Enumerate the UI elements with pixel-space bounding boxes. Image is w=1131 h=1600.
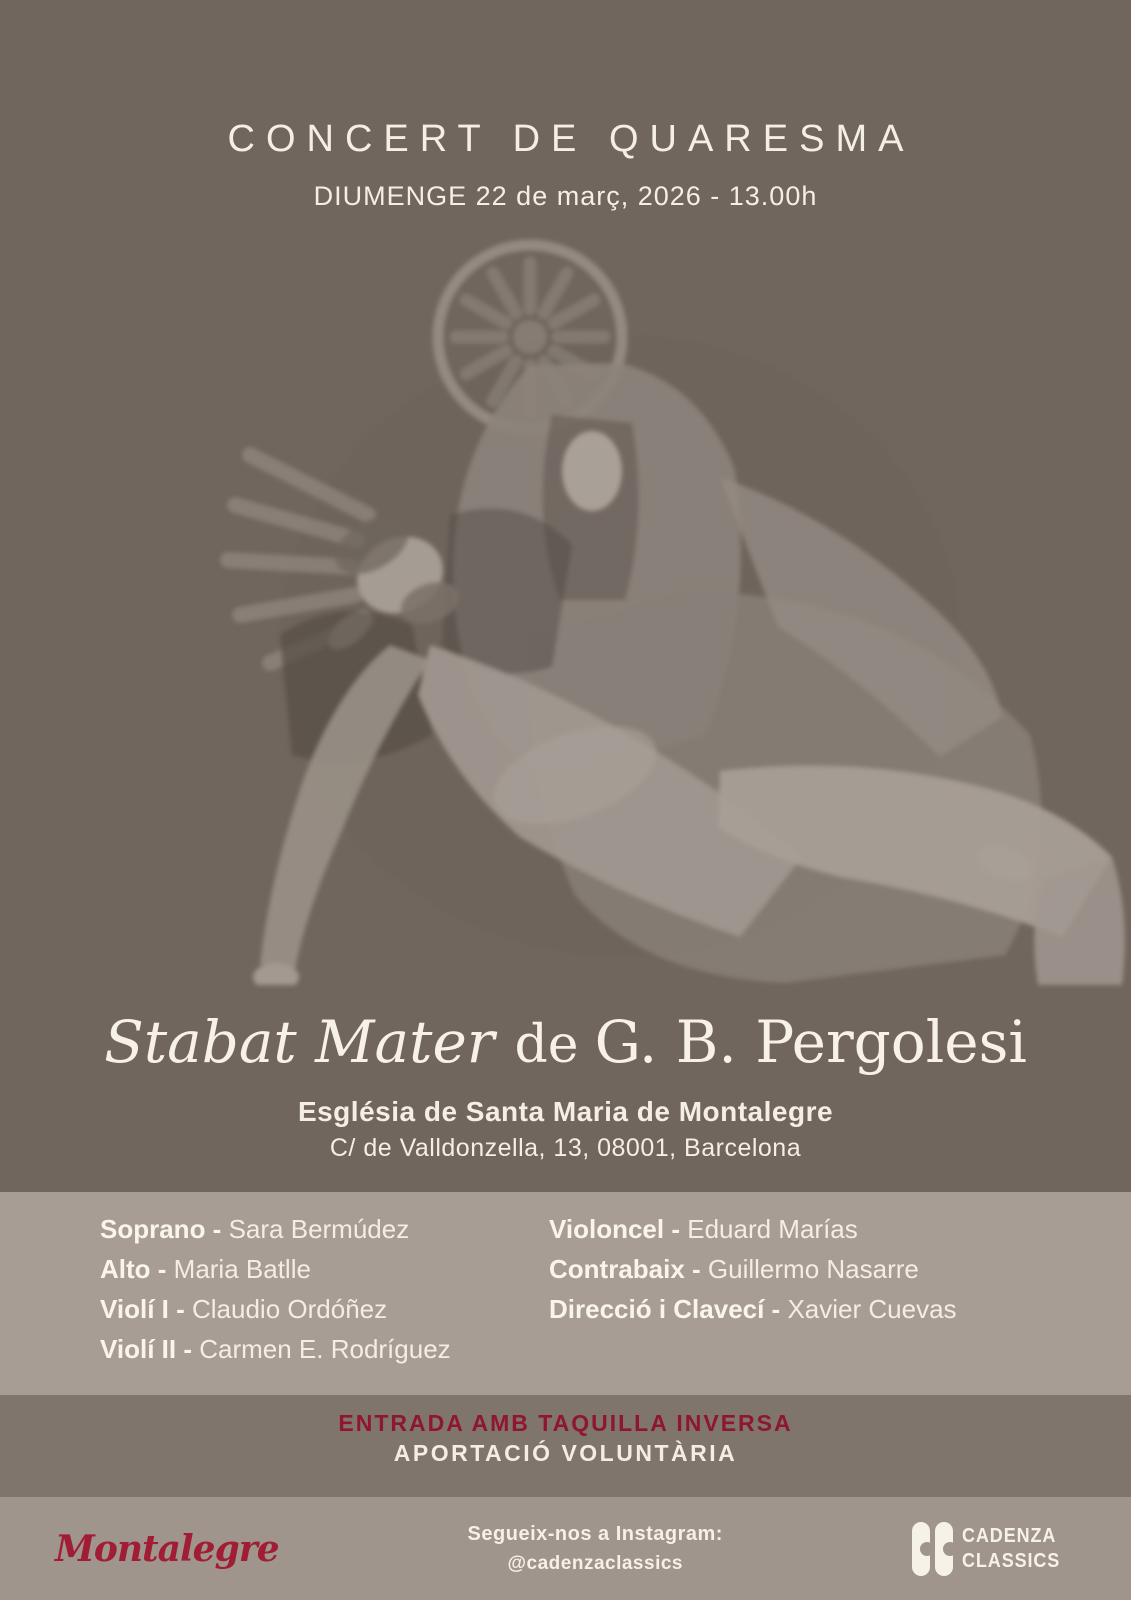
venue-address: C/ de Valldonzella, 13, 08001, Barcelona: [329, 1134, 802, 1162]
performer-row: [549, 1289, 957, 1329]
performer-name: Eduard Marías: [687, 1214, 858, 1244]
performer-name: Xavier Cuevas: [787, 1294, 957, 1324]
performer-row: [100, 1249, 451, 1289]
pieta-statue-drawing: [100, 215, 1131, 985]
pieta-statue-image: [100, 215, 1131, 985]
performers-section: [0, 1192, 1131, 1395]
performer-name: Carmen E. Rodríguez: [199, 1334, 451, 1364]
pill-shape: [912, 1522, 930, 1576]
performer-role: Violí II -: [100, 1334, 192, 1364]
work-title: [0, 1002, 1131, 1085]
performers-column-right: [549, 1209, 957, 1329]
ticketing-line-inversa: ENTRADA AMB TAQUILLA INVERSA: [338, 1410, 793, 1436]
work-title-composer: G. B. Pergolesi: [594, 1008, 1027, 1076]
performer-row: [549, 1209, 957, 1249]
cadenza-word: CADENZA: [961, 1524, 1057, 1547]
work-title-name: Stabat Mater: [104, 1008, 495, 1076]
performer-name: Maria Batlle: [173, 1254, 311, 1284]
performer-row: [100, 1289, 451, 1329]
pill-shape: [935, 1522, 953, 1576]
montalegre-logo: Montalegre: [55, 1527, 279, 1570]
instagram-text: Segueix-nos a Instagram:: [467, 1522, 723, 1545]
performer-name: Sara Bermúdez: [228, 1214, 410, 1244]
performer-role: Soprano -: [100, 1214, 222, 1244]
instagram-callout: [468, 1519, 723, 1579]
ticketing-line-voluntaria: APORTACIÓ VOLUNTÀRIA: [393, 1440, 738, 1466]
classics-word: CLASSICS: [961, 1549, 1061, 1572]
performer-role: Violoncel -: [549, 1214, 680, 1244]
performer-row: [100, 1209, 451, 1249]
double-c-pills-icon: [912, 1522, 953, 1576]
poster-title: CONCERT DE QUARESMA: [227, 118, 915, 160]
instagram-handle: @cadenzaclassics: [507, 1552, 683, 1574]
ticketing-section: [0, 1395, 1131, 1497]
performer-row: [100, 1329, 451, 1369]
cadenza-classics-logo: [912, 1522, 1071, 1576]
venue-name: Església de Santa Maria de Montalegre: [297, 1096, 834, 1127]
performer-name: Guillermo Nasarre: [707, 1254, 919, 1284]
performer-role: Contrabaix -: [549, 1254, 701, 1284]
performer-row: [549, 1249, 957, 1289]
cadenza-logo-text: [962, 1524, 1060, 1574]
performers-column-left: [100, 1209, 451, 1369]
performer-role: Alto -: [100, 1254, 167, 1284]
performer-name: Claudio Ordóñez: [192, 1294, 388, 1324]
work-title-connector: de: [514, 1015, 579, 1075]
performer-role: Violí I -: [100, 1294, 185, 1324]
poster-date: DIUMENGE 22 de març, 2026 - 13.00h: [313, 181, 818, 211]
poster-footer: [0, 1497, 1131, 1600]
performer-role: Direcció i Clavecí -: [549, 1294, 781, 1324]
